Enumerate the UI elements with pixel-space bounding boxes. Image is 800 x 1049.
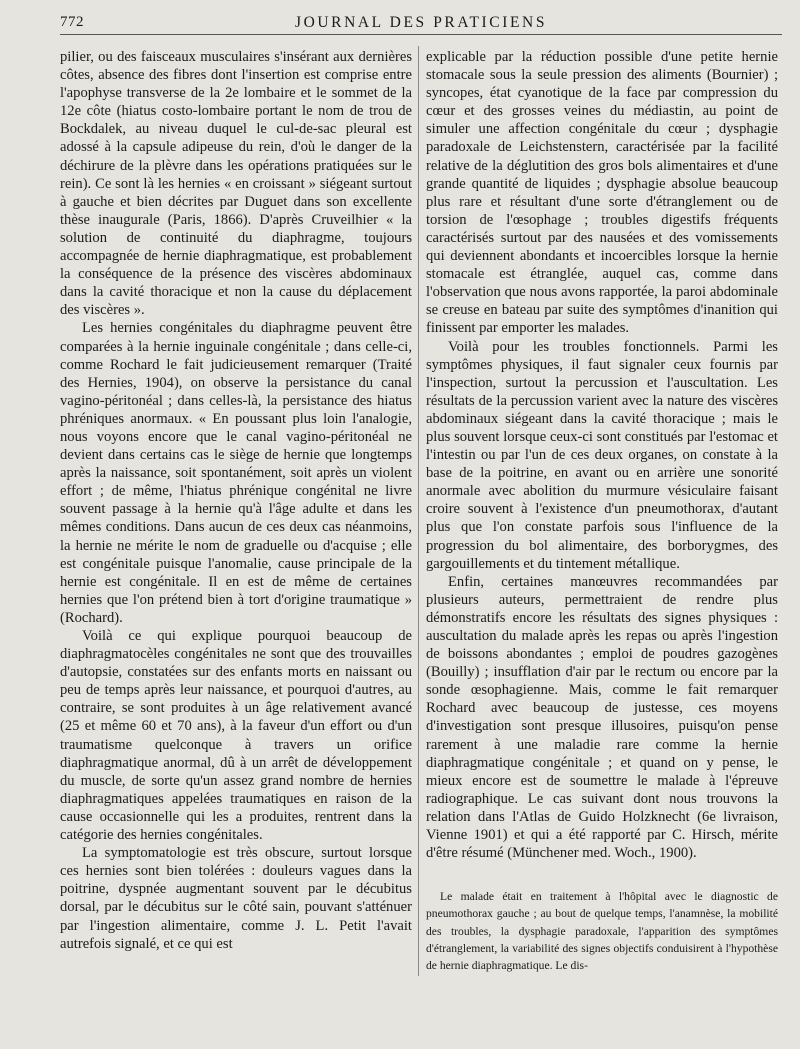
- page-header: [60, 12, 782, 35]
- paragraph: explicable par la réduction possible d'une petite hernie stomacale sous la seule pression des aliments (Bournier) ; syncopes, état cyanotique de la face par compression du cœur et des grosses veines du médiastin, au point de simuler une affection congénitale du cœur ; dysphagie paradoxale de Leichstenstern, caractérisée par la facilité relative de la déglutition des gros bols alimentaires et d'une grande quantité de liquides ; dysphagie absolue beaucoup plus rare et résultant d'une sorte d'étranglement ou de torsion de l'œsophage ; troubles digestifs fréquents caractérisés surtout par des nausées et des vomissements qui deviennent abondants et incoercibles lorsque la hernie stomacale est étranglée, auquel cas, comme dans l'observation que nous avons rapportée, la paroi abdominale se creuse en bateau par suite des symptômes d'inanition qui finissent par emporter les malades.: [426, 49, 778, 337]
- right-column: [426, 48, 778, 974]
- paragraph: Voilà ce qui explique pourquoi beaucoup de diaphragmatocèles congénitales ne sont que des trouvailles d'autopsie, constatées sur des enfants morts en naissant ou peu de temps après leur naissance, et pourquoi d'autres, au contraire, se sont produites à un âge relativement avancé (25 et même 60 et 70 ans), à la faveur d'un effort ou d'un traumatisme quelconque à travers un orifice diaphragmatique anormal, dû à un arrêt de développement du muscle, de sorte qu'un assez grand nombre de hernies diaphragmatiques appelées traumatiques en raison de la cause occasionnelle qui les a produites, rentrent dans la catégorie des hernies congénitales.: [60, 628, 412, 844]
- page-number: 772: [60, 14, 84, 30]
- paragraph: Les hernies congénitales du diaphragme peuvent être comparées à la hernie inguinale congénitale ; dans celle-ci, comme Rochard le fait judicieusement remarquer (Traité des Hernies, 1904), on observe la persistance du canal vagino-péritonéal ; dans celles-là, la persistance des hiatus phréniques anormaux. « En poussant plus loin l'analogie, nous voyons encore que le canal vagino-péritonéal ne devient dans certains cas le siège de hernie que longtemps après la naissance, soit spontanément, soit après un violent effort ; de même, l'hiatus phrénique congénital ne livre souvent passage à la hernie qu'à l'âge adulte et dans les mêmes conditions. Dans aucun de ces deux cas néanmoins, la hernie ne mérite le nom de graduelle ou d'acquise ; elle est congénitale puisque l'anomalie, cause principale de la hernie est congénitale. Il en est de même de certaines hernies que l'on prétend bien à tort d'origine traumatique » (Rochard).: [60, 320, 412, 626]
- paragraph: Voilà pour les troubles fonctionnels. Parmi les symptômes physiques, il faut signaler ceux fournis par l'inspection, surtout la percussion et l'auscultation. Les résultats de la percussion varient avec la nature des viscères abdominaux siégeant dans la cavité thoracique ; mais le plus souvent lorsque ceux-ci sont constitués par l'estomac et l'intestin ou par l'un de ces deux organes, on constate à la base de la poitrine, en avant ou en arrière une sonorité anormale avec abolition du murmure vésiculaire faisant croire souvent à l'existence d'un pneumothorax, d'autant plus que l'on constate parfois sous l'influence de la progression du bol alimentaire, des borborygmes, des gargouillements et du tintement métallique.: [426, 338, 778, 572]
- left-column: [60, 48, 412, 953]
- paragraph: pilier, ou des faisceaux musculaires s'insérant aux dernières côtes, absence des fibres dont l'insertion est comprise entre l'apophyse transverse de la 2e lombaire et le sommet de la 12e côte (hiatus costo-lombaire portant le nom de trou de Bockdalek, au niveau duquel le cul-de-sac pleural est adossé à la capsule adipeuse du rein, d'où le danger de la déchirure de la plèvre dans les opérations pratiquées sur le rein). Ce sont là les hernies « en croissant » siégeant surtout à gauche et bien décrites par Duguet dans son excellente thèse inaugurale (Paris, 1866). D'après Cruveilhier « la solution de continuité du diaphragme, toujours accompagnée de hernie diaphragmatique, est probablement la conséquence de la présence des viscères abdominaux dans la cavité thoracique et non la cause du déplacement des viscères ».: [60, 49, 412, 319]
- case-note: Le malade était en traitement à l'hôpital avec le diagnostic de pneumothorax gauche ; au bout de quelque temps, l'anamnèse, la mobilité des troubles, la dysphagie paradoxale, l'apparition des symptômes d'étranglement, la variabilité des signes objectifs conduisirent à l'hypothèse de hernie diaphragmatique. Le dis-: [426, 890, 778, 973]
- column-divider: [418, 46, 419, 976]
- running-title: JOURNAL DES PRATICIENS: [294, 14, 548, 31]
- paragraph: La symptomatologie est très obscure, surtout lorsque ces hernies sont bien tolérées : douleurs vagues dans la poitrine, dyspnée augmentant souvent par le décubitus dorsal, par le décubitus sur le côté sain, pouvant s'atténuer par l'ingestion alimentaire, comme J. L. Petit l'avait autrefois signalé, et ce qui est: [60, 845, 412, 952]
- paragraph: Enfin, certaines manœuvres recommandées par plusieurs auteurs, permettraient de rendre plus démonstratifs encore les résultats des signes physiques : auscultation du malade après les repas ou après l'ingestion de boissons abondantes ; emploi de poudres gazogènes (Bouilly) ; insufflation d'air par le rectum ou encore par la sonde œsophagienne. Mais, comme le fait remarquer Rochard avec beaucoup de justesse, ces moyens d'investigation sont presque illusoires, puisqu'on pense rarement à une maladie rare comme la hernie diaphragmatique congénitale ; et quand on y pense, le mieux encore est de soumettre le malade à l'épreuve radiographique. Le cas suivant dont nous trouvons la relation dans l'Atlas de Guido Holzknecht (6e livraison, Vienne 1901) et qui a été rapporté par C. Hirsch, mérite d'être résumé (Münchener med. Woch., 1900).: [426, 573, 778, 862]
